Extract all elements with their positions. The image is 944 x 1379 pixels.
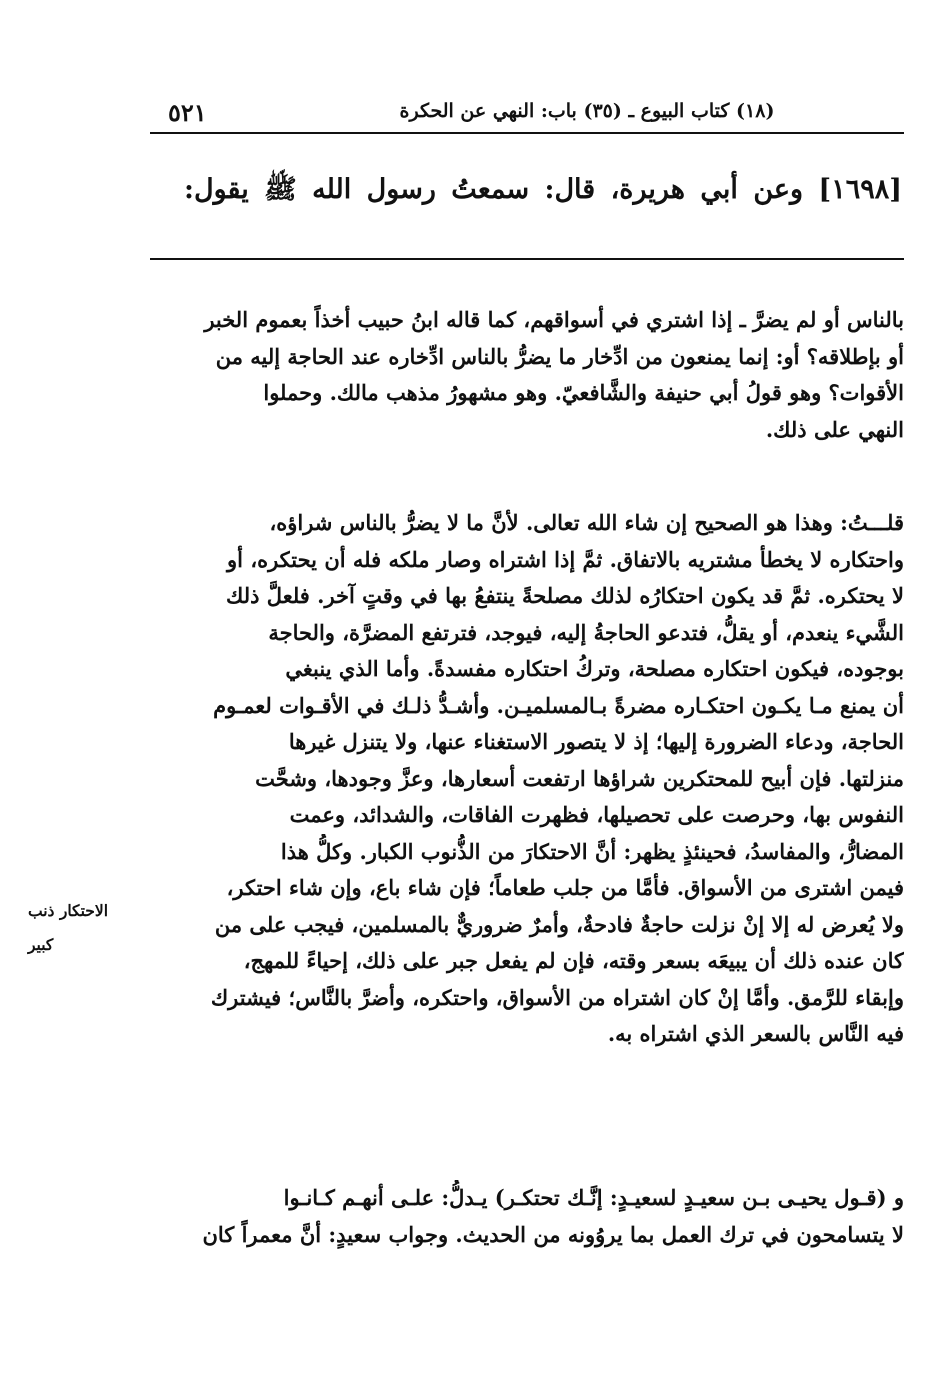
text-line: الشَّيء ينعدم، أو يقلُّ، فتدعو الحاجةُ إليه، فيوجد، فترتفع المضرَّة، والحاجة (268, 619, 904, 645)
margin-note-line: كبير (28, 935, 54, 954)
text-line: منزلتها. فإن أبيح للمحتكرين شراؤها ارتفعت أسعارها، وعزَّ وجودها، وشحَّت (255, 765, 904, 791)
margin-note (28, 894, 228, 962)
text-line: و (قـول يحيـى بـن سعيـدٍ لسعيـدٍ: إنَّـك تحتكـر) يـدلُّ: علـى أنهـم كـانـوا (283, 1185, 904, 1210)
text-line: الأقوات؟ وهو قولُ أبي حنيفة والشَّافعيّ. وهو مشهورُ مذهب مالك. وحملوا (263, 380, 904, 405)
text-line: وإبقاء للرَّمق. وأمَّا إنْ كان اشتراه من الأسواق، واحتكره، وأضرَّ بالنَّاس؛ فيشترك (210, 984, 904, 1010)
text-line: النهي على ذلك. (765, 416, 904, 442)
text-line: بالناس أو لم يضرَّ ـ إذا اشتري في أسواقهم، كما قاله ابنُ حبيب أخذاً بعموم الخبر (204, 307, 904, 332)
text-line: أو بإطلاقه؟ أو: إنما يمنعون من ادِّخار ما يضرُّ بالناس ادِّخاره عند الحاجة إليه من (215, 343, 904, 369)
hadith-divider (150, 258, 904, 260)
text-line: قلـــتُ: وهذا هو الصحيح إن شاء الله تعالى. لأنَّ ما لا يضرُّ بالناس شراؤه، (269, 510, 904, 535)
text-line: المضارُّ، والمفاسدُ، فحينئذٍ يظهر: أنَّ الاحتكارَ من الذُّنوب الكبار. وكلُّ هذا (280, 838, 904, 864)
text-line: واحتكاره لا يخطأ مشتريه بالاتفاق. ثمَّ إذا اشتراه وصار ملكه فله أن يحتكره، أو (227, 546, 904, 572)
hadith-text: [١٦٩٨] وعن أبي هريرة، قال: سمعتُ رسول الله ﷺ يقول: (184, 174, 902, 205)
text-line: الحاجة، ودعاء الضرورة إليها؛ إذ لا يتصور الاستغناء عنها، ولا يتنزل غيرها (288, 729, 904, 754)
header-divider (150, 132, 904, 134)
text-line: فيه النَّاس بالسعر الذي اشتراه به. (607, 1021, 904, 1046)
margin-note-line: الاحتكار ذنب (28, 901, 109, 920)
commentary-paragraph-1 (157, 302, 904, 448)
text-line: أن يمنع مـا يكـون احتكـاره مضرةً بـالمسلميـن. وأشـدُّ ذلـك في الأقـوات لعمـوم (213, 692, 904, 718)
text-line: لا يتسامحون في ترك العمل بما يروُونه من الحديث. وجواب سعيدٍ: أنَّ معمراً كان (202, 1221, 904, 1247)
text-line: كان عنده ذلك أن يبيعَه بسعر وقته، فإن لم يفعل جبر على ذلك، إحياءً للمهج، (243, 948, 904, 973)
header-row (150, 96, 904, 130)
text-line: ولا يُعرض له إلا إنْ نزلت حاجةٌ فادحةٌ، وأمرٌ ضروريٌّ بالمسلمين، فيجب على من (214, 911, 904, 937)
page-number: ٥٢١ (168, 98, 207, 127)
commentary-paragraph-3 (157, 1180, 904, 1253)
text-line: فيمن اشترى من الأسواق. فأمَّا من جلب طعاماً؛ فإن شاء باع، وإن شاء احتكر، (226, 875, 904, 900)
text-line: بوجوده، فيكون احتكاره مصلحة، وتركُ احتكاره مفسدةً. وأما الذي ينبغي (285, 656, 904, 681)
commentary-paragraph-2 (157, 505, 904, 1053)
text-line: النفوس بها، وحرصت على تحصيلها، فظهرت الفاقات، والشدائد، وعمت (289, 802, 904, 827)
text-line: لا يحتكره. ثمَّ قد يكون احتكارُه لذلك مصلحةً ينتفعُ بها في وقتٍ آخر. فلعلَّ ذلك (226, 583, 904, 608)
running-title: (١٨) كتاب البيوع ـ (٣٥) باب: النهي عن الحكرة (399, 100, 775, 122)
